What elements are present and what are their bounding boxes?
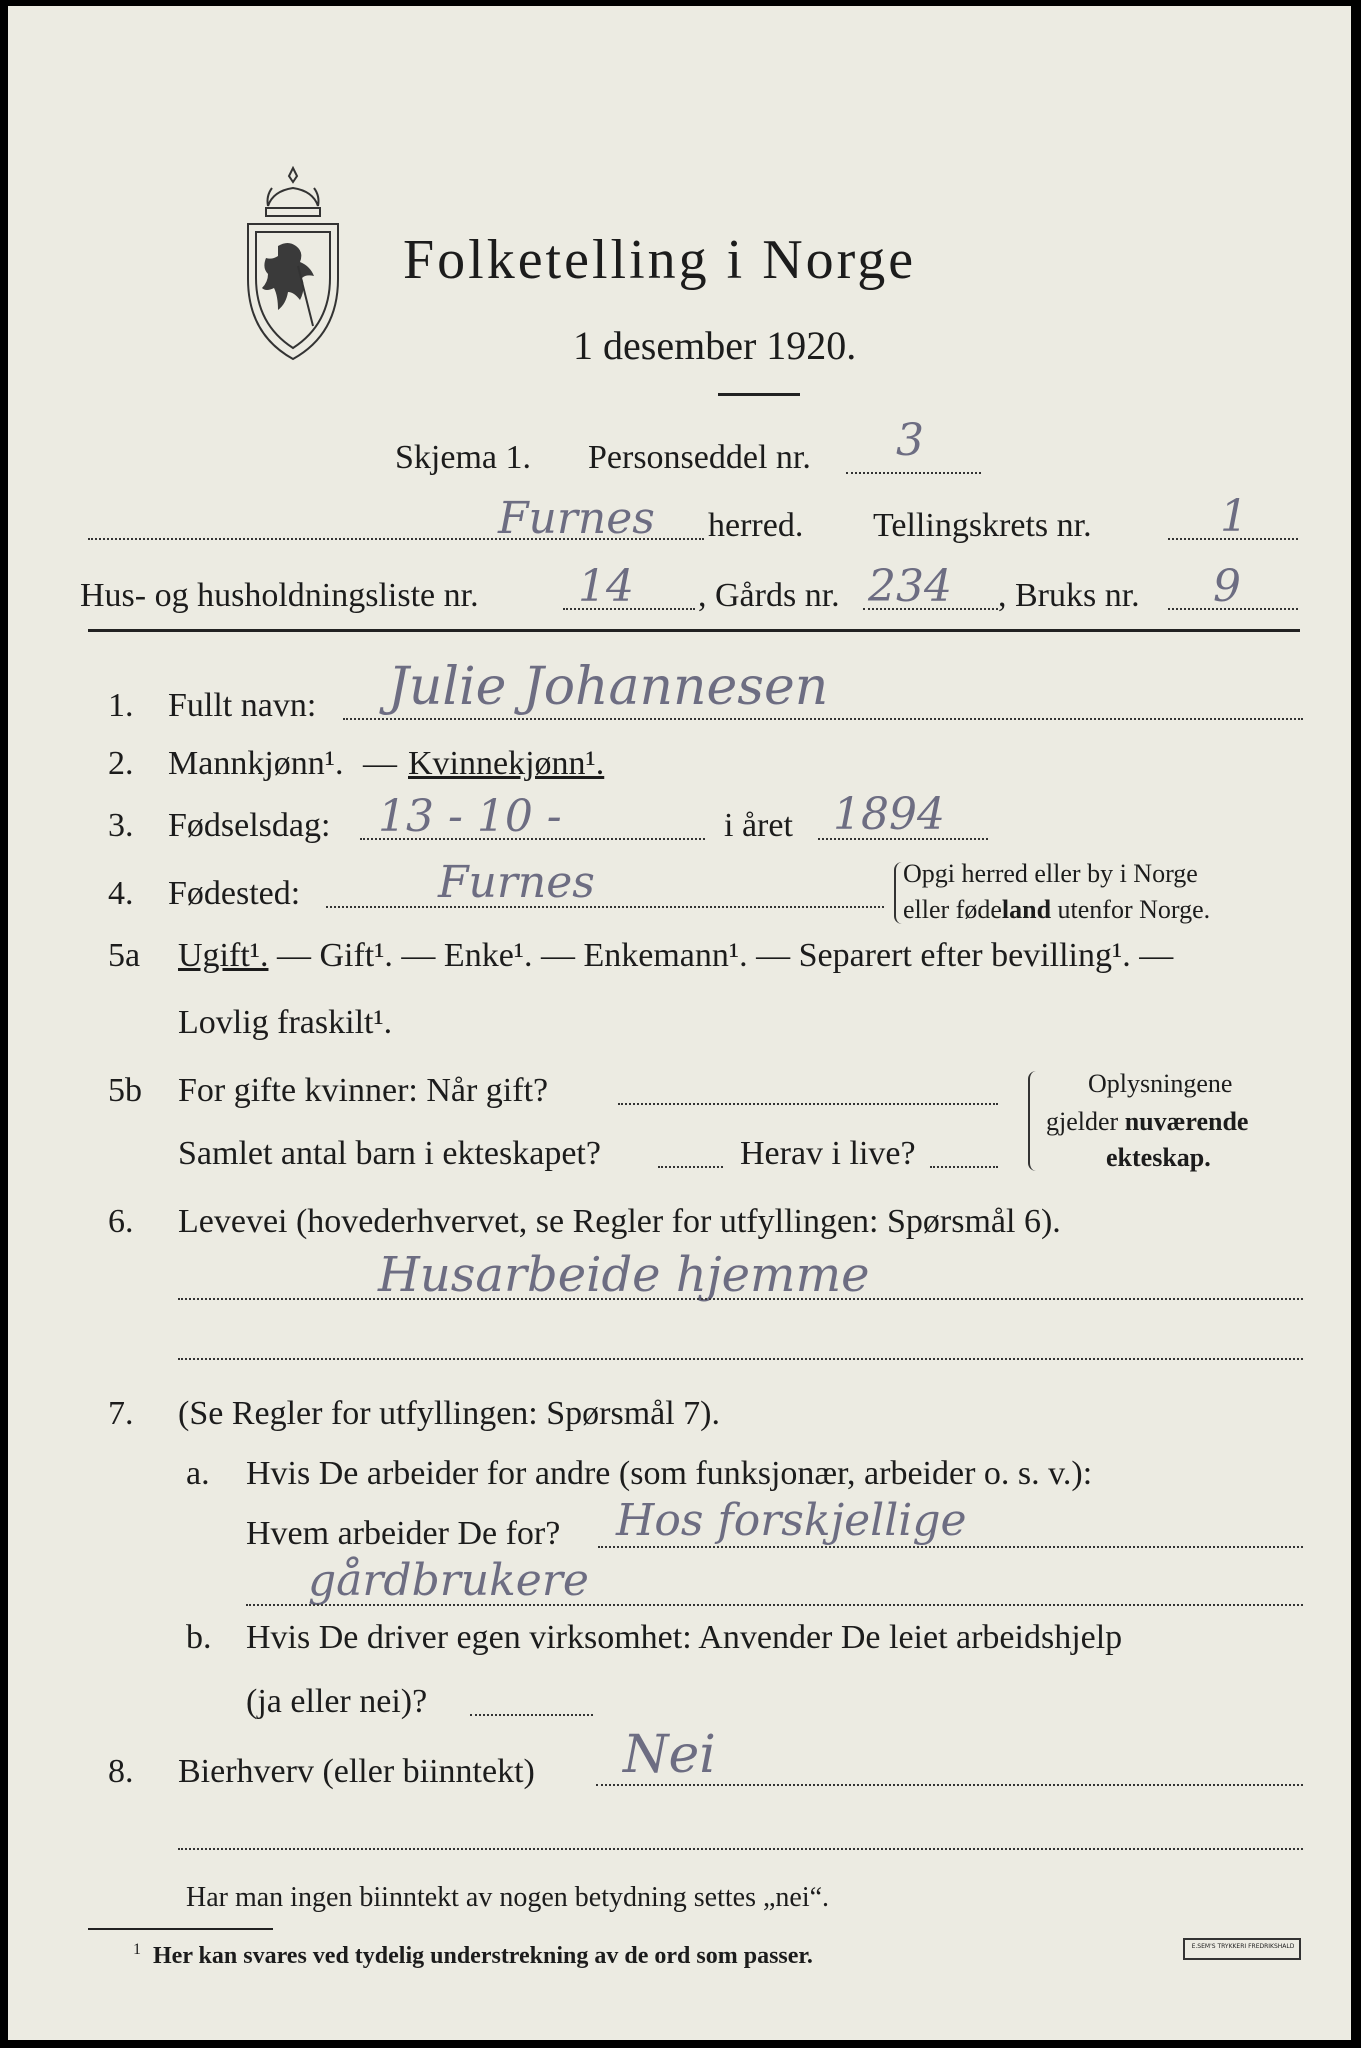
q4-note2-b: land — [1001, 895, 1052, 924]
q5b-gift-line — [618, 1103, 998, 1105]
skjema-label: Skjema 1. — [395, 439, 531, 476]
personseddel-value: 3 — [896, 415, 924, 466]
tellingskrets-value: 1 — [1220, 491, 1248, 542]
q4-label: Fødested: — [168, 875, 301, 912]
q5b-note2a: gjelder — [1046, 1107, 1125, 1136]
q1-label: Fullt navn: — [168, 687, 317, 724]
footnote-text-a: Her kan svares ved — [153, 1943, 355, 1969]
q2-sep: — — [363, 745, 397, 782]
hus-label: Hus- og husholdningsliste nr. — [80, 577, 479, 614]
q7-number: 7. — [108, 1395, 134, 1432]
q4-value: Furnes — [438, 857, 595, 908]
q7-label: (Se Regler for utfyllingen: Spørsmål 7). — [178, 1395, 721, 1432]
norwegian-coat-of-arms-icon — [238, 166, 348, 366]
census-form-page — [8, 6, 1351, 2040]
q7a-value2: gårdbrukere — [308, 1555, 589, 1606]
q5b-line2a: Samlet antal barn i ekteskapet? — [178, 1135, 601, 1172]
nei-note: Har man ingen biinntekt av nogen betydning settes „nei“. — [186, 1882, 830, 1913]
q3-year-value: 1894 — [833, 789, 945, 840]
q5b-live-line — [930, 1166, 998, 1168]
q7a-line2: Hvem arbeider De for? — [246, 1515, 561, 1552]
q6-line2 — [178, 1358, 1303, 1360]
q7b-line2: (ja eller nei)? — [246, 1683, 428, 1720]
q2-female: Kvinnekjønn¹. — [408, 745, 605, 782]
q5b-note1: Oplysningene — [1088, 1069, 1233, 1098]
herred-value: Furnes — [498, 493, 655, 544]
q7a-line-1 — [598, 1546, 1303, 1548]
q5a-options — [178, 936, 1173, 976]
q3-label: Fødselsdag: — [168, 807, 331, 844]
q1-line — [343, 718, 1303, 720]
q4-line — [326, 906, 884, 908]
printer-stamp-text: E.SEM'S TRYKKERI FREDRIKSHALD — [1191, 1943, 1295, 1950]
tellingskrets-label: Tellingskrets nr. — [873, 507, 1092, 544]
q3-number: 3. — [108, 807, 134, 844]
q7b-line — [470, 1714, 593, 1716]
bruks-value: 9 — [1213, 561, 1241, 612]
q4-note2-c: utenfor Norge. — [1051, 895, 1211, 924]
q4-note-line2 — [903, 894, 1210, 926]
q2-number: 2. — [108, 745, 134, 782]
q3-year-label: i året — [724, 807, 793, 844]
q5b-number: 5b — [108, 1072, 142, 1109]
footnote-text-b: tydelig understrekning av de ord som passer. — [354, 1943, 813, 1969]
footnote-rule — [88, 1928, 273, 1930]
form-title: Folketelling i Norge — [403, 229, 917, 291]
gards-value: 234 — [868, 561, 952, 612]
q4-note2-a: eller føde — [903, 895, 1002, 924]
q5b-barn-line — [658, 1166, 723, 1168]
q5b-note2b: nuværende — [1124, 1107, 1249, 1136]
q5b-line1: For gifte kvinner: Når gift? — [178, 1072, 549, 1109]
q5b-brace — [1028, 1071, 1040, 1171]
q1-value: Julie Johannesen — [388, 657, 829, 717]
footnote — [133, 1934, 813, 1972]
q7b-letter: b. — [186, 1619, 212, 1656]
gards-label: , Gårds nr. — [698, 577, 840, 614]
q8-number: 8. — [108, 1753, 134, 1790]
q5a-number: 5a — [108, 937, 141, 974]
q2-male: Mannkjønn¹. — [168, 745, 344, 782]
q4-note-line1: Opgi herred eller by i Norge — [903, 859, 1198, 888]
title-divider — [718, 393, 800, 396]
q8-label: Bierhverv (eller biinntekt) — [178, 1753, 535, 1790]
q7a-line1: Hvis De arbeider for andre (som funksjonær, arbeider o. s. v.): — [246, 1455, 1093, 1492]
q7a-line-2 — [246, 1604, 1303, 1606]
q7a-letter: a. — [186, 1455, 210, 1492]
q5b-note3: ekteskap. — [1106, 1143, 1211, 1172]
herred-label: herred. — [708, 507, 804, 544]
header-rule — [88, 629, 1300, 632]
q7a-value1: Hos forskjellige — [616, 1495, 967, 1546]
q6-number: 6. — [108, 1203, 134, 1240]
q8-line2 — [178, 1848, 1303, 1850]
q8-value: Nei — [623, 1725, 716, 1785]
census-date: 1 desember 1920. — [573, 323, 857, 368]
q5b-line2b: Herav i live? — [740, 1135, 916, 1172]
q5a-rest: — Gift¹. — Enke¹. — Enkemann¹. — Separert efter bevilling¹. — — [268, 937, 1174, 974]
hus-value: 14 — [578, 561, 634, 612]
q7b-line1: Hvis De driver egen virksomhet: Anvender De leiet arbeidshjelp — [246, 1619, 1123, 1656]
bruks-label: , Bruks nr. — [998, 577, 1140, 614]
q5b-note2 — [1046, 1106, 1248, 1138]
q6-value: Husarbeide hjemme — [378, 1247, 870, 1303]
footnote-mark: 1 — [133, 1941, 141, 1958]
q5a-ugift: Ugift¹. — [178, 937, 269, 974]
q5a-line2: Lovlig fraskilt¹. — [178, 1004, 393, 1041]
q6-line1 — [178, 1298, 1303, 1300]
q1-number: 1. — [108, 687, 134, 724]
q3-day-value: 13 - 10 - — [378, 791, 562, 842]
printer-stamp — [1183, 1938, 1301, 1960]
personseddel-line — [846, 472, 981, 474]
q6-label: Levevei (hovederhvervet, se Regler for utfyllingen: Spørsmål 6). — [178, 1203, 1061, 1240]
q4-number: 4. — [108, 875, 134, 912]
personseddel-label: Personseddel nr. — [588, 439, 811, 476]
